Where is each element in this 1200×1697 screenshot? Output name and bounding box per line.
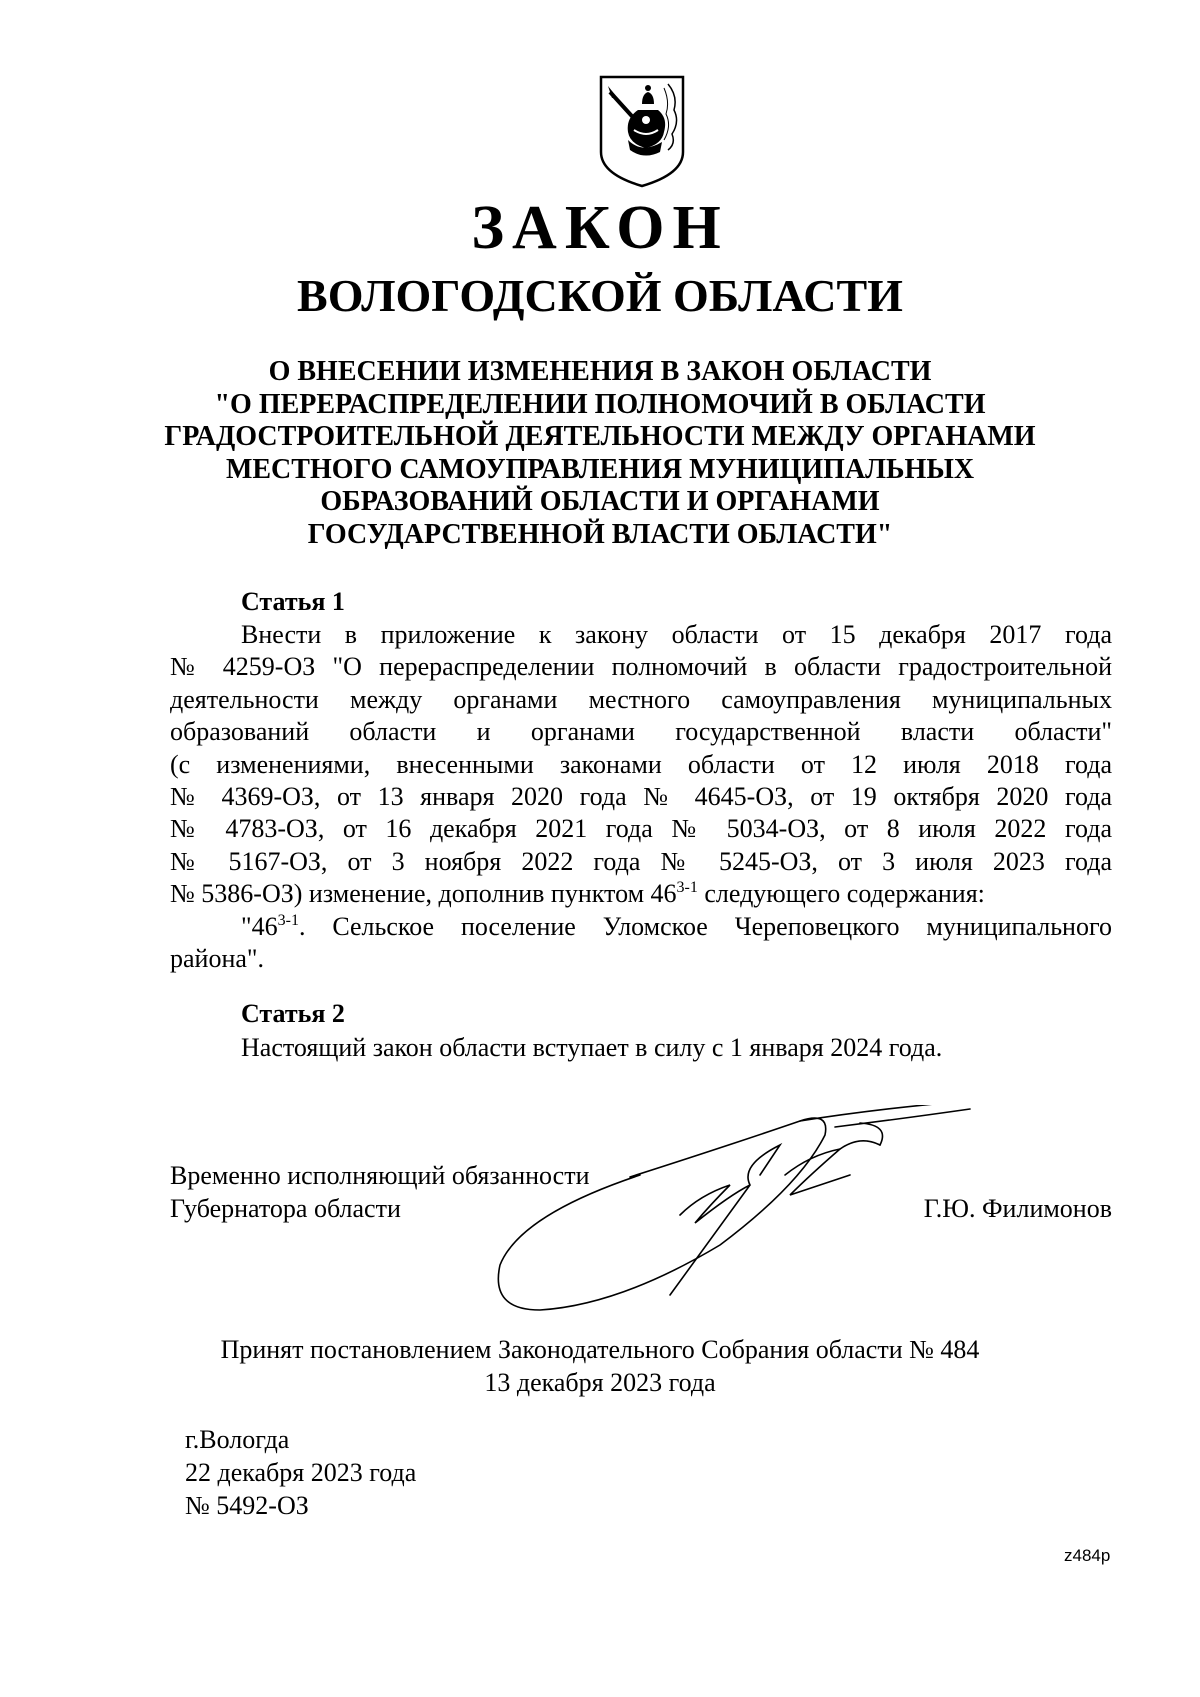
signing-date: 22 декабря 2023 года <box>185 1458 417 1487</box>
city: г.Вологда <box>185 1425 290 1454</box>
text-line: № 5167-ОЗ, от 3 ноября 2022 года № 5245-ОЗ, от 3 июля 2023 года <box>170 846 1112 876</box>
text-line: № 4259-ОЗ "О перераспределении полномочий в области градостроительной <box>170 652 1112 682</box>
adoption-date: 13 декабря 2023 года <box>484 1368 716 1397</box>
subject-line: ГРАДОСТРОИТЕЛЬНОЙ ДЕЯТЕЛЬНОСТИ МЕЖДУ ОРГАНАМИ <box>164 421 1036 452</box>
superscript: 3-1 <box>676 879 698 897</box>
text-fragment: № 5386-ОЗ) изменение, дополнив пунктом 46 <box>170 879 677 909</box>
document-title: ЗАКОН <box>471 194 729 262</box>
text-fragment: "46 <box>241 911 278 941</box>
subject-line: ОБРАЗОВАНИЙ ОБЛАСТИ И ОРГАНАМИ <box>320 486 880 517</box>
text-line: образований области и органами государственной власти области" <box>170 717 1112 747</box>
subject-line: ГОСУДАРСТВЕННОЙ ВЛАСТИ ОБЛАСТИ" <box>307 518 893 550</box>
article-2-heading: Статья 2 <box>241 999 345 1028</box>
text-fragment: следующего содержания: <box>697 879 985 909</box>
subject-line: МЕСТНОГО САМОУПРАВЛЕНИЯ МУНИЦИПАЛЬНЫХ <box>225 453 975 485</box>
document-code: z484p <box>1064 1546 1111 1565</box>
law-subject <box>150 356 1050 551</box>
subject-line: "О ПЕРЕРАСПРЕДЕЛЕНИИ ПОЛНОМОЧИЙ В ОБЛАСТИ <box>214 388 986 420</box>
text-line: (с изменениями, внесенными законами области от 12 июля 2018 года <box>170 749 1112 779</box>
text-line <box>170 878 1112 910</box>
handwritten-signature <box>480 1105 1050 1335</box>
document-region: ВОЛОГОДСКОЙ ОБЛАСТИ <box>297 270 903 321</box>
law-number: № 5492-ОЗ <box>185 1491 309 1520</box>
adoption-line: Принят постановлением Законодательного Собрания области № 484 <box>220 1335 980 1364</box>
quote-line: района". <box>170 944 265 974</box>
superscript: 3-1 <box>277 911 299 929</box>
quote-line <box>170 911 1112 943</box>
text-line: № 4783-ОЗ, от 16 декабря 2021 года № 5034-ОЗ, от 8 июля 2022 года <box>170 814 1112 844</box>
signatory-name: Г.Ю. Филимонов <box>923 1194 1112 1223</box>
text-fragment: . Сельское поселение Уломское Череповецкого муниципального <box>298 911 1112 941</box>
text-line: деятельности между органами местного самоуправления муниципальных <box>170 684 1112 714</box>
text-line: № 4369-ОЗ, от 13 января 2020 года № 4645-ОЗ, от 19 октября 2020 года <box>170 782 1112 812</box>
coat-of-arms-icon <box>598 74 686 188</box>
article-1-text <box>170 619 1112 975</box>
text-line: Внести в приложение к закону области от 15 декабря 2017 года <box>241 620 1112 649</box>
article-1-heading: Статья 1 <box>241 587 345 616</box>
signatory-title: Губернатора области <box>170 1194 401 1223</box>
signatory-title: Временно исполняющий обязанности <box>170 1161 590 1190</box>
article-2-text: Настоящий закон области вступает в силу с 1 января 2024 года. <box>241 1033 943 1062</box>
subject-line: О ВНЕСЕНИИ ИЗМЕНЕНИЯ В ЗАКОН ОБЛАСТИ <box>268 356 932 387</box>
